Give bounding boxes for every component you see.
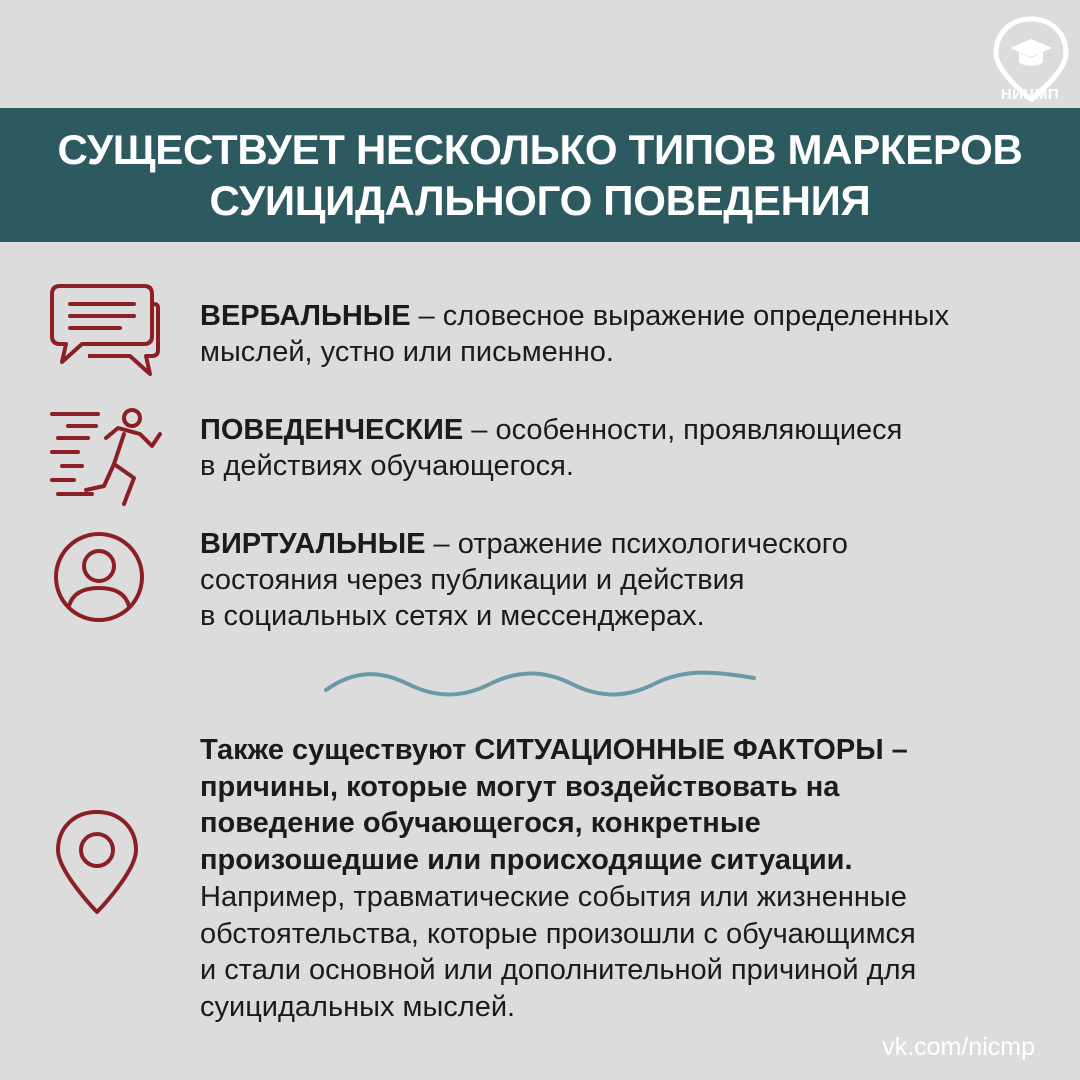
marker-virtual <box>200 526 1040 634</box>
factors-line: причины, которые могут воздействовать на <box>200 770 840 803</box>
factors-regular-text <box>200 879 1040 1026</box>
location-pin-icon <box>52 808 142 918</box>
marker-term: ВИРТУАЛЬНЫЕ <box>200 528 426 560</box>
marker-desc: особенности, проявляющиеся <box>495 414 903 446</box>
marker-term: ВЕРБАЛЬНЫЕ <box>200 300 411 332</box>
factors-line: поведение обучающегося, конкретные <box>200 807 761 840</box>
page-title <box>57 124 1022 226</box>
marker-dash: – <box>410 300 443 332</box>
title-line-2: СУИЦИДАЛЬНОГО ПОВЕДЕНИЯ <box>209 177 871 224</box>
marker-behavioral <box>200 412 1040 484</box>
factors-line: Также существуют СИТУАЦИОННЫЕ ФАКТОРЫ – <box>200 734 908 766</box>
user-avatar-icon <box>52 530 146 624</box>
marker-desc: словесное выражение определенных <box>442 300 950 332</box>
marker-desc: мыслей, устно или письменно. <box>200 336 614 368</box>
title-banner <box>0 108 1080 242</box>
situational-factors <box>200 732 1040 1026</box>
marker-desc: в социальных сетях и мессенджерах. <box>200 600 705 632</box>
logo-text: НИЦМП <box>1000 86 1060 103</box>
factors-line: и стали основной или дополнительной причиной для <box>200 954 917 987</box>
vk-link[interactable]: vk.com/nicmp <box>882 1033 1035 1061</box>
marker-desc: в действиях обучающегося. <box>200 450 574 482</box>
wave-divider <box>322 664 758 704</box>
marker-desc: отражение психологического <box>457 528 848 560</box>
marker-term: ПОВЕДЕНЧЕСКИЕ <box>200 414 464 446</box>
factors-line: произошедшие или происходящие ситуации. <box>200 844 853 877</box>
factors-line: обстоятельства, которые произошли с обучающимся <box>200 917 916 950</box>
factors-line: суицидальных мыслей. <box>200 990 516 1023</box>
chat-bubbles-icon <box>48 282 162 380</box>
factors-line: Например, травматические события или жизненные <box>200 880 907 913</box>
marker-dash: – <box>425 528 458 560</box>
marker-verbal <box>200 298 1040 370</box>
factors-bold-text <box>200 732 1040 879</box>
title-line-1: СУЩЕСТВУЕТ НЕСКОЛЬКО ТИПОВ МАРКЕРОВ <box>57 126 1023 173</box>
marker-dash: – <box>463 414 496 446</box>
marker-desc: состояния через публикации и действия <box>200 564 745 596</box>
running-person-icon <box>48 404 166 508</box>
